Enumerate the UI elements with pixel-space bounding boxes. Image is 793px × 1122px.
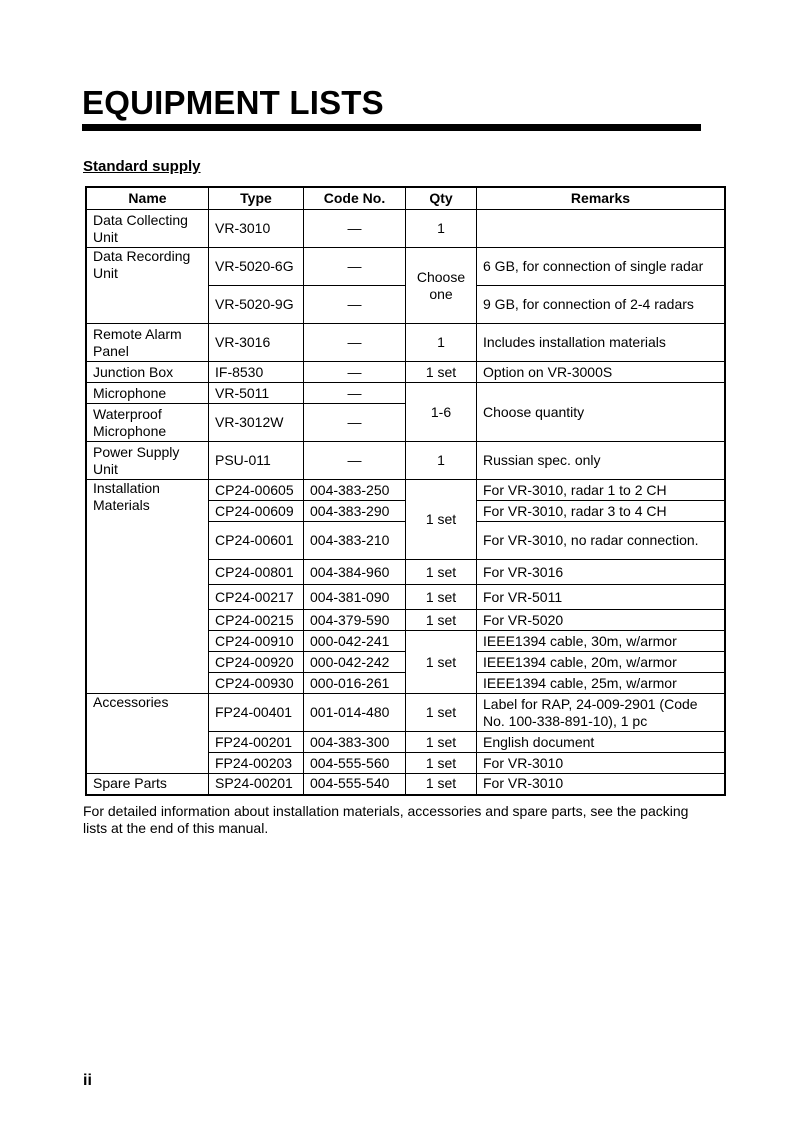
cell-qty: 1 bbox=[406, 442, 477, 480]
cell-qty: 1 bbox=[406, 324, 477, 362]
cell-code: — bbox=[304, 404, 406, 442]
table-row bbox=[86, 383, 725, 404]
cell-remarks: For VR-3010 bbox=[477, 774, 726, 795]
cell-name: Accessories bbox=[86, 694, 209, 774]
cell-name: Waterproof Microphone bbox=[86, 404, 209, 442]
cell-type: CP24-00910 bbox=[209, 631, 304, 652]
cell-remarks: IEEE1394 cable, 25m, w/armor bbox=[477, 673, 726, 694]
cell-code: — bbox=[304, 324, 406, 362]
cell-qty: 1 set bbox=[406, 585, 477, 610]
cell-remarks bbox=[477, 210, 726, 248]
cell-qty: 1 set bbox=[406, 732, 477, 753]
cell-name: Power Supply Unit bbox=[86, 442, 209, 480]
cell-remarks: Option on VR-3000S bbox=[477, 362, 726, 383]
cell-qty: 1-6 bbox=[406, 383, 477, 442]
cell-code: 000-042-241 bbox=[304, 631, 406, 652]
cell-type: VR-3012W bbox=[209, 404, 304, 442]
page-title: EQUIPMENT LISTS bbox=[82, 84, 384, 121]
cell-remarks: For VR-3010, radar 1 to 2 CH bbox=[477, 480, 726, 501]
cell-type: VR-3016 bbox=[209, 324, 304, 362]
cell-remarks: Russian spec. only bbox=[477, 442, 726, 480]
cell-type: CP24-00601 bbox=[209, 522, 304, 560]
cell-type: PSU-011 bbox=[209, 442, 304, 480]
cell-code: 004-383-210 bbox=[304, 522, 406, 560]
cell-code: 004-381-090 bbox=[304, 585, 406, 610]
cell-code: 004-384-960 bbox=[304, 560, 406, 585]
cell-code: — bbox=[304, 362, 406, 383]
cell-code: — bbox=[304, 248, 406, 286]
cell-code: — bbox=[304, 210, 406, 248]
title-rule bbox=[82, 124, 701, 131]
footer-note: For detailed information about installation materials, accessories and spare parts, see the packing lists at the end of this manual. bbox=[83, 803, 689, 836]
header-code: Code No. bbox=[304, 187, 406, 210]
cell-type: CP24-00930 bbox=[209, 673, 304, 694]
cell-name: Microphone bbox=[86, 383, 209, 404]
cell-code: 004-555-560 bbox=[304, 753, 406, 774]
table-row bbox=[86, 480, 725, 501]
cell-type: CP24-00920 bbox=[209, 652, 304, 673]
cell-name: Installation Materials bbox=[86, 480, 209, 694]
cell-remarks: For VR-3016 bbox=[477, 560, 726, 585]
cell-name: Data Recording Unit bbox=[86, 248, 209, 324]
cell-type: CP24-00605 bbox=[209, 480, 304, 501]
cell-name: Data Collecting Unit bbox=[86, 210, 209, 248]
cell-qty: 1 set bbox=[406, 631, 477, 694]
table-row bbox=[86, 442, 725, 480]
cell-type: VR-5020-9G bbox=[209, 286, 304, 324]
cell-qty: 1 bbox=[406, 210, 477, 248]
cell-type: CP24-00217 bbox=[209, 585, 304, 610]
cell-type: FP24-00201 bbox=[209, 732, 304, 753]
cell-remarks: IEEE1394 cable, 30m, w/armor bbox=[477, 631, 726, 652]
cell-type: SP24-00201 bbox=[209, 774, 304, 795]
cell-code: 004-379-590 bbox=[304, 610, 406, 631]
header-qty: Qty bbox=[406, 187, 477, 210]
cell-qty: 1 set bbox=[406, 694, 477, 732]
cell-qty: 1 set bbox=[406, 774, 477, 795]
table-header-row bbox=[86, 187, 725, 210]
cell-name: Spare Parts bbox=[86, 774, 209, 795]
cell-type: FP24-00401 bbox=[209, 694, 304, 732]
cell-type: CP24-00801 bbox=[209, 560, 304, 585]
cell-type: CP24-00215 bbox=[209, 610, 304, 631]
cell-remarks: 9 GB, for connection of 2-4 radars bbox=[477, 286, 726, 324]
cell-remarks: Choose quantity bbox=[477, 383, 726, 442]
cell-remarks: IEEE1394 cable, 20m, w/armor bbox=[477, 652, 726, 673]
cell-code: — bbox=[304, 286, 406, 324]
page-number: ii bbox=[83, 1072, 92, 1089]
table-row bbox=[86, 362, 725, 383]
cell-code: 004-383-300 bbox=[304, 732, 406, 753]
cell-name: Remote Alarm Panel bbox=[86, 324, 209, 362]
cell-type: CP24-00609 bbox=[209, 501, 304, 522]
cell-qty: 1 set bbox=[406, 560, 477, 585]
table-row bbox=[86, 774, 725, 795]
cell-qty: 1 set bbox=[406, 362, 477, 383]
cell-qty: 1 set bbox=[406, 610, 477, 631]
cell-type: VR-5011 bbox=[209, 383, 304, 404]
cell-remarks: English document bbox=[477, 732, 726, 753]
cell-code: 001-014-480 bbox=[304, 694, 406, 732]
table-row bbox=[86, 248, 725, 286]
table-row bbox=[86, 324, 725, 362]
cell-code: 000-016-261 bbox=[304, 673, 406, 694]
cell-name: Junction Box bbox=[86, 362, 209, 383]
cell-qty: Choose one bbox=[406, 248, 477, 324]
cell-remarks: For VR-3010, radar 3 to 4 CH bbox=[477, 501, 726, 522]
cell-type: IF-8530 bbox=[209, 362, 304, 383]
cell-code: — bbox=[304, 383, 406, 404]
cell-type: VR-3010 bbox=[209, 210, 304, 248]
header-name: Name bbox=[86, 187, 209, 210]
table-row bbox=[86, 694, 725, 732]
equipment-table bbox=[85, 186, 726, 796]
cell-remarks: Label for RAP, 24-009-2901 (Code No. 100-338-891-10), 1 pc bbox=[477, 694, 726, 732]
section-heading: Standard supply bbox=[83, 158, 201, 175]
cell-code: 004-555-540 bbox=[304, 774, 406, 795]
table-row bbox=[86, 210, 725, 248]
cell-remarks: For VR-3010 bbox=[477, 753, 726, 774]
header-type: Type bbox=[209, 187, 304, 210]
cell-remarks: 6 GB, for connection of single radar bbox=[477, 248, 726, 286]
header-remarks: Remarks bbox=[477, 187, 726, 210]
cell-code: — bbox=[304, 442, 406, 480]
cell-remarks: For VR-5011 bbox=[477, 585, 726, 610]
cell-code: 000-042-242 bbox=[304, 652, 406, 673]
cell-code: 004-383-290 bbox=[304, 501, 406, 522]
cell-qty: 1 set bbox=[406, 753, 477, 774]
cell-remarks: For VR-3010, no radar connection. bbox=[477, 522, 726, 560]
cell-type: FP24-00203 bbox=[209, 753, 304, 774]
cell-remarks: Includes installation materials bbox=[477, 324, 726, 362]
cell-qty: 1 set bbox=[406, 480, 477, 560]
cell-code: 004-383-250 bbox=[304, 480, 406, 501]
cell-remarks: For VR-5020 bbox=[477, 610, 726, 631]
cell-type: VR-5020-6G bbox=[209, 248, 304, 286]
